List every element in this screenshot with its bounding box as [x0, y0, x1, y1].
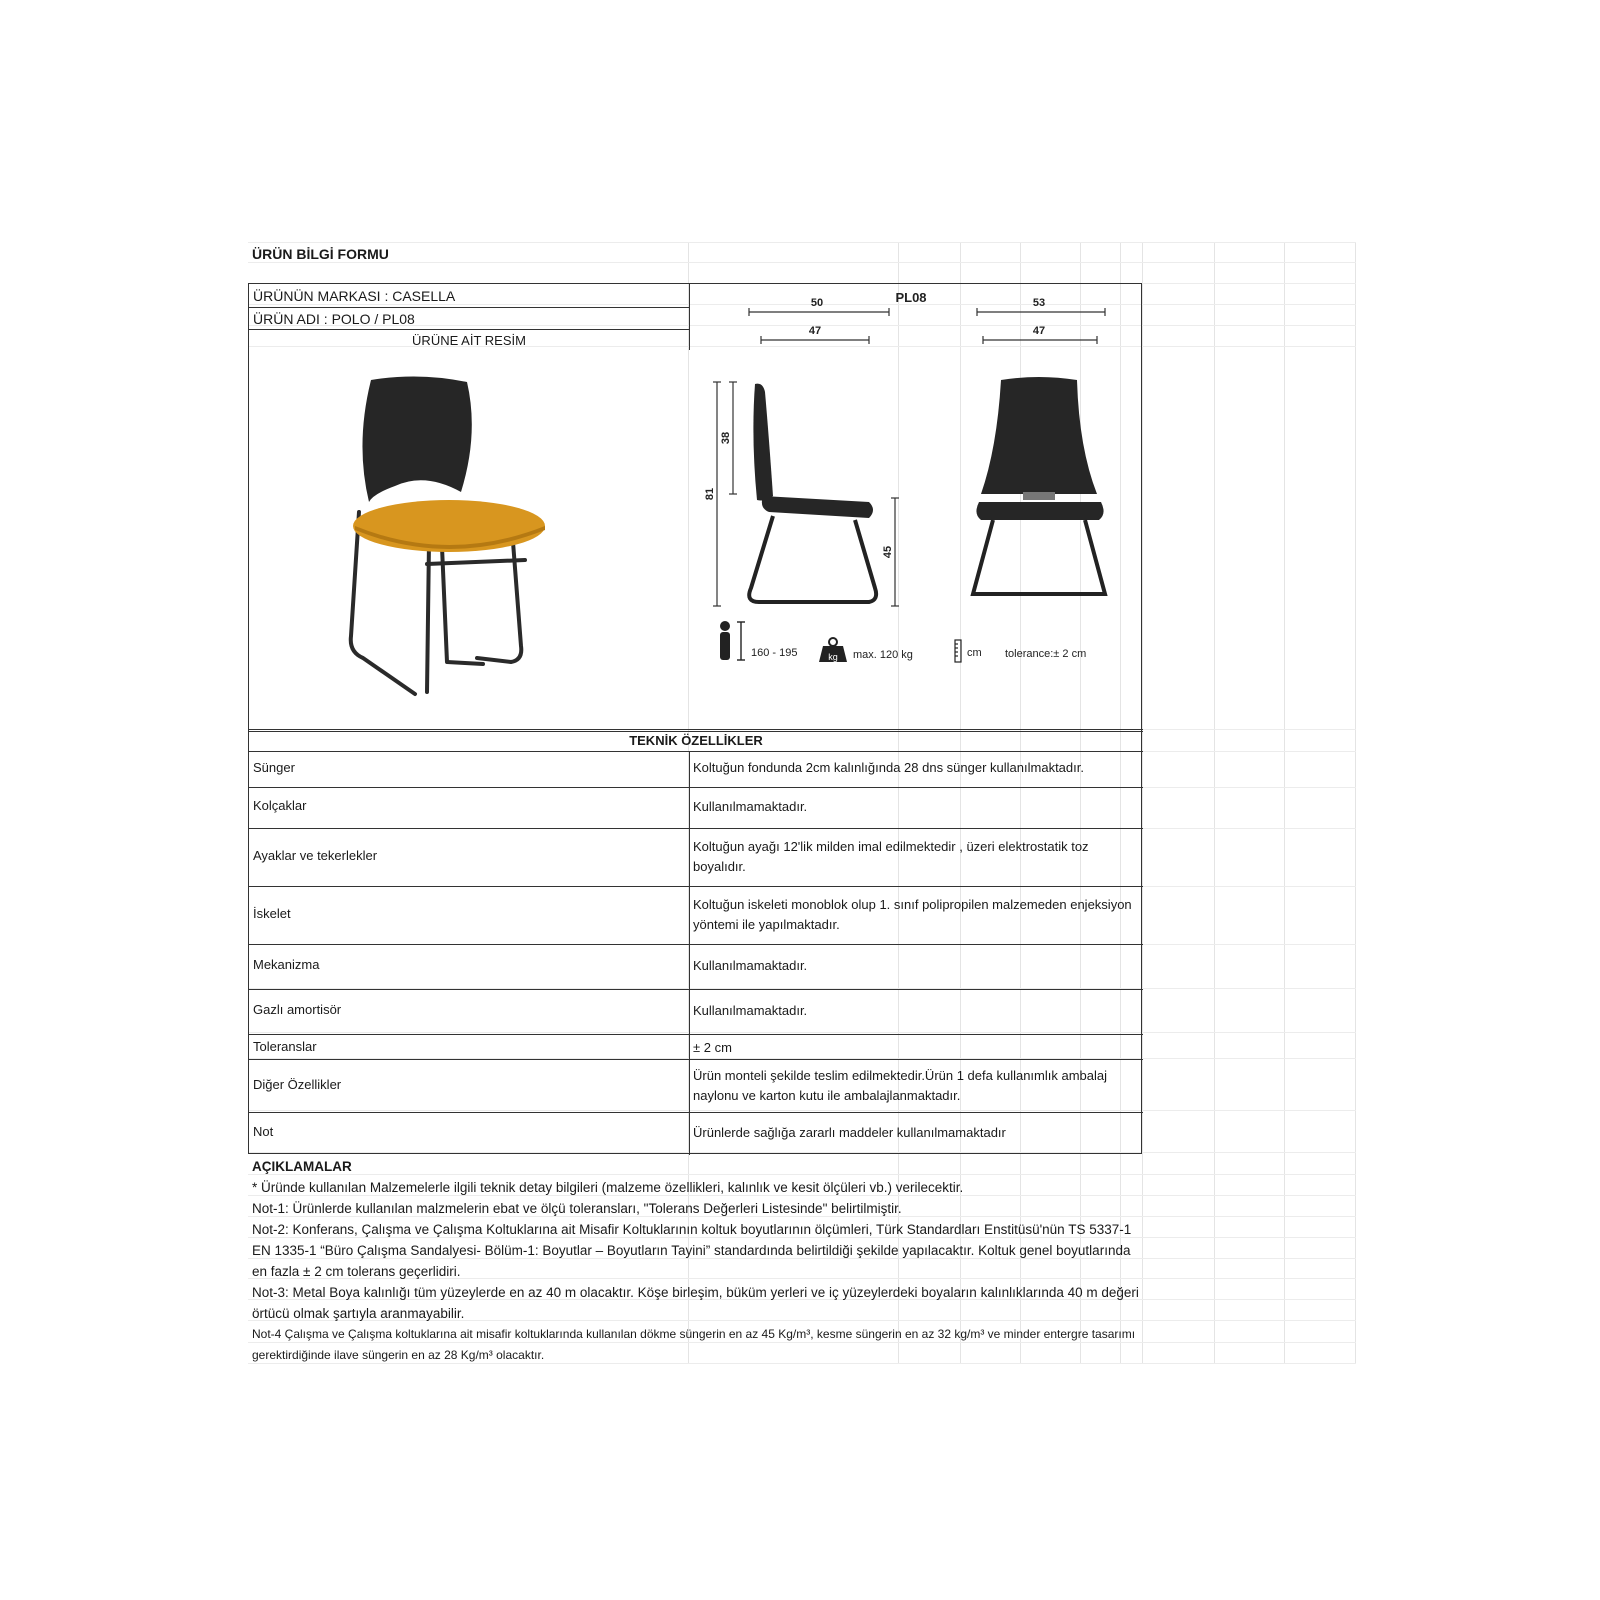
model-code: PL08: [895, 290, 927, 305]
notes-section: [252, 1156, 1142, 1366]
spec-value-sunger: Koltuğun fondunda 2cm kalınlığında 28 dns sünger kullanılmaktadır.: [693, 760, 1084, 775]
user-height-range: 160 - 195: [751, 647, 798, 659]
tolerance-label: tolerance:± 2 cm: [1005, 648, 1087, 660]
spec-value-ayaklar: Koltuğun ayağı 12'lik milden imal edilmektedir , üzeri elektrostatik toz boyalıdır.: [693, 839, 1089, 874]
spec-label-iskelet: İskelet: [253, 906, 291, 921]
product-name-cell: ÜRÜN ADI : POLO / PL08: [253, 311, 415, 327]
chair-seat: [353, 500, 545, 552]
spec-value-kolcaklar: Kullanılmamaktadır.: [693, 799, 808, 814]
chair-backrest: [362, 376, 471, 502]
spec-label-diger: Diğer Özellikler: [253, 1077, 342, 1092]
side-width-inner: 47: [808, 325, 822, 337]
sheet-title: ÜRÜN BİLGİ FORMU: [252, 246, 389, 262]
spec-label-toleranslar: Toleranslar: [253, 1039, 317, 1054]
spec-label-not: Not: [253, 1124, 274, 1139]
image-label: ÜRÜNE AİT RESİM: [412, 333, 526, 348]
total-height: 81: [704, 487, 716, 501]
weight-icon: [819, 638, 847, 662]
spec-value-gazli: Kullanılmamaktadır.: [693, 1003, 808, 1018]
note-item: Not-1: Ürünlerde kullanılan malzmelerin ebat ve ölçü toleransları, "Tolerans Değerleri Listesinde" belirtilmiştir.: [252, 1201, 902, 1216]
kg-badge: kg: [828, 652, 838, 662]
spec-label-kolcaklar: Kolçaklar: [253, 798, 307, 813]
note-item: Not-4 Çalışma ve Çalışma koltuklarına ait misafir koltuklarında kullanılan dökme süngerin en az 45 Kg/m³, kesme süngerin en az 32 kg/m³ ve minder entergre tasarımı gerektirdiğinde ilave süngerin en az 28 Kg/m³ olacaktır.: [252, 1327, 1136, 1362]
side-width-outer: 50: [810, 297, 824, 309]
brand-cell: ÜRÜNÜN MARKASI : CASELLA: [253, 288, 456, 304]
note-item: * Üründe kullanılan Malzemelerle ilgili teknik detay bilgileri (malzeme özellikleri, kalınlık ve kesit ölçüleri vb.) verilecektir.: [252, 1180, 964, 1195]
product-form: [248, 283, 1142, 1154]
note-item: Not-3: Metal Boya kalınlığı tüm yüzeylerde en az 40 m olacaktır. Köşe birleşim, büküm yerleri ve iç yüzeylerdeki boyaların kalınlıklarında 40 m değeri örtücü olmak şartıyla aranmayabilir.: [252, 1285, 1139, 1321]
spec-label-sunger: Sünger: [253, 760, 295, 775]
spec-value-not: Ürünlerde sağlığa zararlı maddeler kullanılmamaktadır: [693, 1125, 1006, 1140]
ruler-icon: [955, 640, 961, 662]
side-view-chair: [749, 384, 876, 602]
back-height: 38: [720, 431, 732, 445]
notes-title: AÇIKLAMALAR: [252, 1159, 352, 1174]
spec-label-mekanizma: Mekanizma: [253, 957, 320, 972]
spec-value-iskelet: Koltuğun iskeleti monoblok olup 1. sınıf polipropilen malzemeden enjeksiyon yöntemi ile yapılmaktadır.: [693, 897, 1132, 932]
seat-height: 45: [882, 545, 894, 559]
spec-value-diger: Ürün monteli şekilde teslim edilmektedir.Ürün 1 defa kullanımlık ambalaj naylonu ve karton kutu ile ambalajlanmaktadır.: [693, 1068, 1108, 1103]
note-item: Not-2: Konferans, Çalışma ve Çalışma Koltuklarına ait Misafir Koltuklarının koltuk boyutlarının ölçümleri, Türk Standardları Enstitüsü'nün TS 5337-1 EN 1335-1 “Büro Çalışma Sandalyesi- Bölüm-1: Boyutlar – Boyutların Tayini” standardında belirtildiği şekilde yapılacaktır. Koltuk genel boyutlarında en fazla ± 2 cm tolerans geçerlidiri.: [252, 1222, 1132, 1279]
max-weight: max. 120 kg: [853, 649, 913, 661]
front-view-chair: [973, 377, 1105, 594]
product-photo: [329, 374, 589, 714]
spec-value-toleranslar: ± 2 cm: [693, 1040, 732, 1055]
front-width-inner: 47: [1032, 325, 1046, 337]
dimension-drawing: [693, 288, 1141, 708]
unit-label: cm: [967, 647, 982, 659]
person-icon: [720, 621, 745, 660]
spec-label-gazli: Gazlı amortisör: [253, 1002, 342, 1017]
front-width-outer: 53: [1032, 297, 1046, 309]
spec-label-ayaklar: Ayaklar ve tekerlekler: [253, 848, 378, 863]
tech-specs-title: TEKNİK ÖZELLİKLER: [629, 733, 763, 748]
spec-value-mekanizma: Kullanılmamaktadır.: [693, 958, 808, 973]
